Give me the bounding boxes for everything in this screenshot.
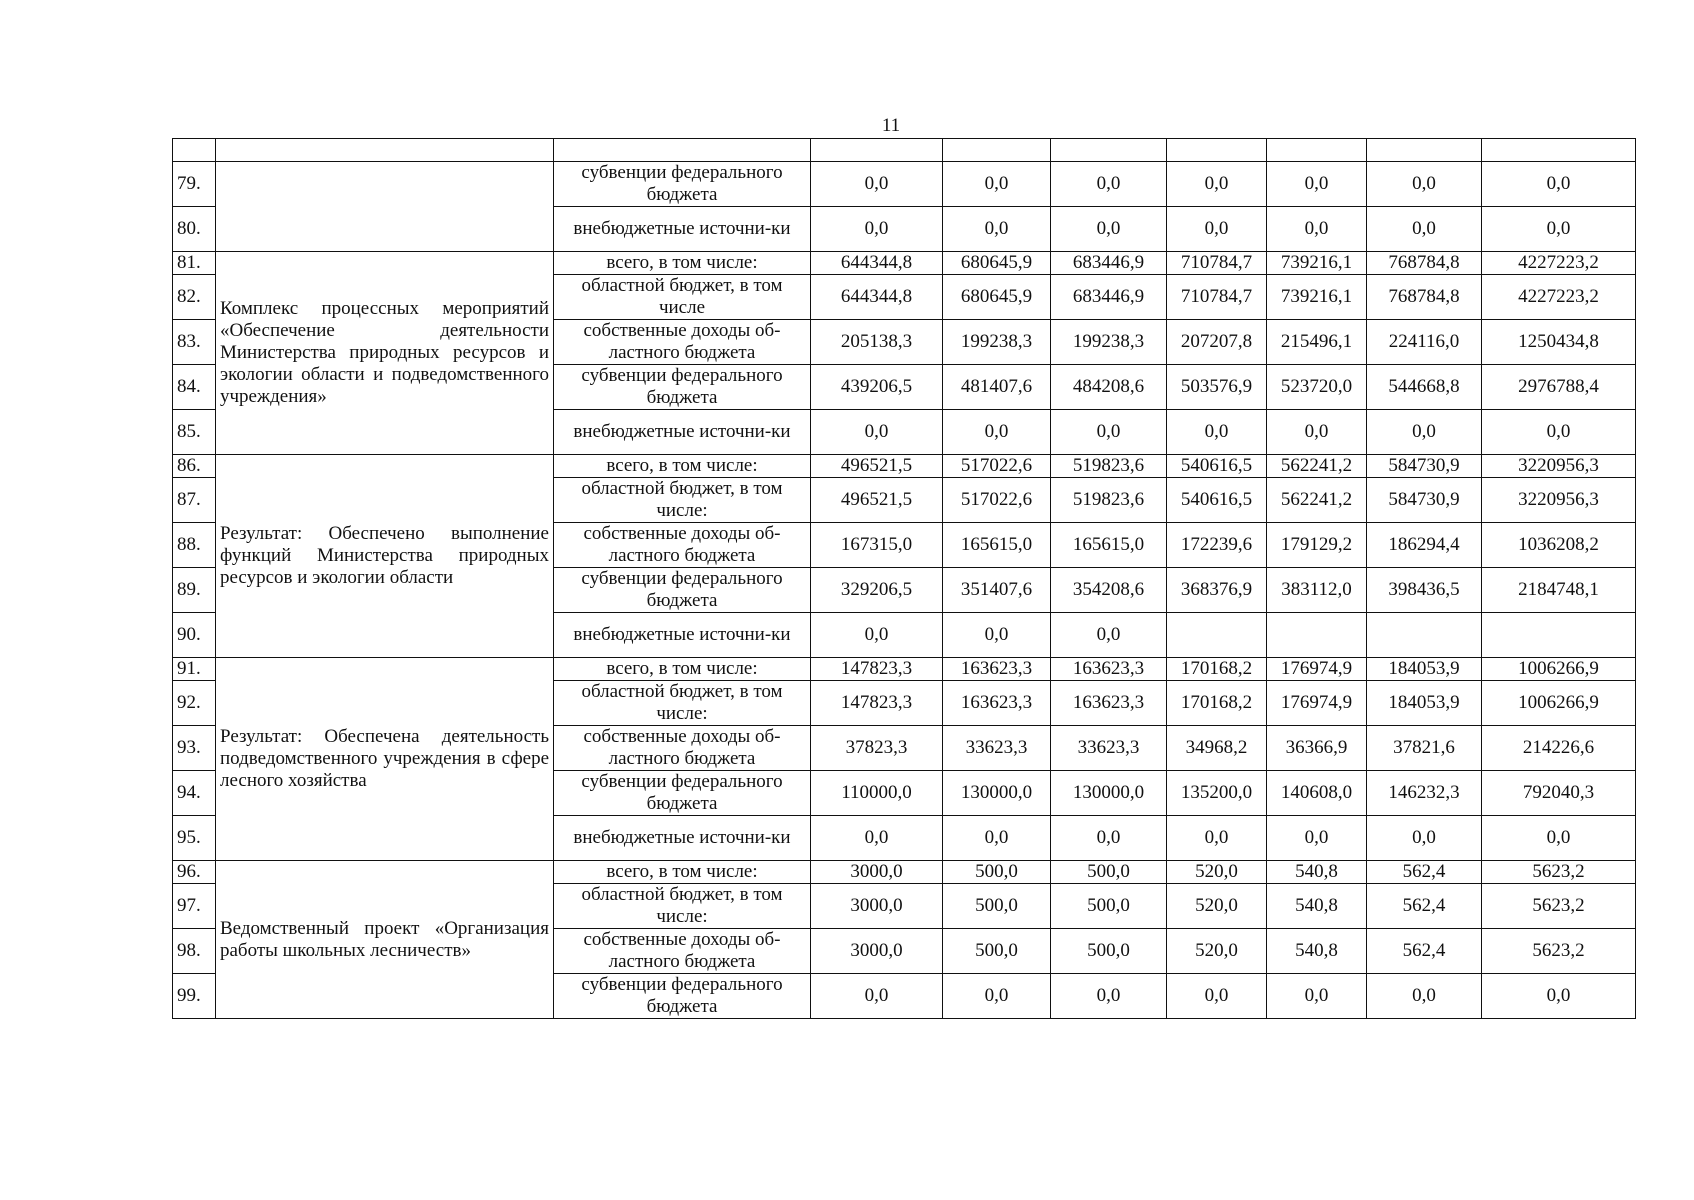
total-value: 1036208,2	[1482, 523, 1636, 568]
total-value: 5623,2	[1482, 929, 1636, 974]
row-number: 79.	[173, 162, 216, 207]
total-value: 5623,2	[1482, 861, 1636, 884]
year-value: 170168,2	[1167, 658, 1267, 681]
year-value: 0,0	[1367, 162, 1482, 207]
year-value: 0,0	[943, 207, 1051, 252]
year-value: 34968,2	[1167, 726, 1267, 771]
header-cell	[1267, 139, 1367, 162]
total-value: 3220956,3	[1482, 455, 1636, 478]
year-value: 0,0	[1167, 162, 1267, 207]
row-number: 98.	[173, 929, 216, 974]
year-value: 500,0	[943, 884, 1051, 929]
year-value	[1167, 613, 1267, 658]
year-value: 562,4	[1367, 884, 1482, 929]
year-value: 0,0	[943, 410, 1051, 455]
year-value: 562,4	[1367, 929, 1482, 974]
funding-source: всего, в том числе:	[554, 252, 811, 275]
year-value: 179129,2	[1267, 523, 1367, 568]
year-value: 500,0	[943, 929, 1051, 974]
row-number: 97.	[173, 884, 216, 929]
year-value: 140608,0	[1267, 771, 1367, 816]
year-value: 0,0	[1267, 974, 1367, 1019]
year-value: 562241,2	[1267, 455, 1367, 478]
year-value: 0,0	[1367, 207, 1482, 252]
year-value: 540616,5	[1167, 478, 1267, 523]
year-value: 644344,8	[811, 252, 943, 275]
year-value: 224116,0	[1367, 320, 1482, 365]
funding-source: всего, в том числе:	[554, 861, 811, 884]
year-value: 398436,5	[1367, 568, 1482, 613]
year-value: 710784,7	[1167, 252, 1267, 275]
year-value: 584730,9	[1367, 455, 1482, 478]
total-value: 0,0	[1482, 207, 1636, 252]
funding-source: субвенции федерального бюджета	[554, 771, 811, 816]
funding-source: внебюджетные источни-ки	[554, 613, 811, 658]
year-value: 0,0	[943, 613, 1051, 658]
year-value: 199238,3	[1051, 320, 1167, 365]
year-value: 199238,3	[943, 320, 1051, 365]
year-value: 186294,4	[1367, 523, 1482, 568]
year-value: 520,0	[1167, 861, 1267, 884]
year-value: 0,0	[811, 613, 943, 658]
year-value: 184053,9	[1367, 681, 1482, 726]
year-value: 0,0	[1167, 974, 1267, 1019]
total-value: 1006266,9	[1482, 681, 1636, 726]
total-value: 2976788,4	[1482, 365, 1636, 410]
budget-table	[172, 138, 1636, 1019]
year-value: 0,0	[1167, 410, 1267, 455]
year-value: 644344,8	[811, 275, 943, 320]
year-value: 147823,3	[811, 681, 943, 726]
year-value: 517022,6	[943, 478, 1051, 523]
total-value	[1482, 613, 1636, 658]
row-number: 93.	[173, 726, 216, 771]
year-value: 176974,9	[1267, 658, 1367, 681]
year-value: 739216,1	[1267, 252, 1367, 275]
year-value: 520,0	[1167, 929, 1267, 974]
funding-source: внебюджетные источни-ки	[554, 207, 811, 252]
year-value: 481407,6	[943, 365, 1051, 410]
year-value: 584730,9	[1367, 478, 1482, 523]
year-value: 500,0	[1051, 861, 1167, 884]
year-value: 383112,0	[1267, 568, 1367, 613]
year-value: 184053,9	[1367, 658, 1482, 681]
funding-source: внебюджетные источни-ки	[554, 410, 811, 455]
year-value: 0,0	[1367, 974, 1482, 1019]
year-value: 176974,9	[1267, 681, 1367, 726]
year-value: 130000,0	[1051, 771, 1167, 816]
total-value: 3220956,3	[1482, 478, 1636, 523]
year-value: 0,0	[1167, 816, 1267, 861]
activity-name: Ведомственный проект «Организация работы школьных лесничеств»	[216, 861, 554, 1019]
row-number: 86.	[173, 455, 216, 478]
year-value: 135200,0	[1167, 771, 1267, 816]
year-value: 215496,1	[1267, 320, 1367, 365]
year-value: 500,0	[943, 861, 1051, 884]
year-value: 0,0	[811, 816, 943, 861]
funding-source: областной бюджет, в том числе:	[554, 478, 811, 523]
year-value: 0,0	[1267, 410, 1367, 455]
year-value: 130000,0	[943, 771, 1051, 816]
year-value: 0,0	[1267, 816, 1367, 861]
table-row	[173, 455, 1636, 478]
year-value: 0,0	[1051, 613, 1167, 658]
year-value: 163623,3	[1051, 681, 1167, 726]
total-value: 1006266,9	[1482, 658, 1636, 681]
row-number: 87.	[173, 478, 216, 523]
year-value: 0,0	[943, 162, 1051, 207]
year-value: 0,0	[1051, 410, 1167, 455]
year-value: 167315,0	[811, 523, 943, 568]
row-number: 85.	[173, 410, 216, 455]
year-value: 562,4	[1367, 861, 1482, 884]
year-value: 110000,0	[811, 771, 943, 816]
row-number: 90.	[173, 613, 216, 658]
year-value: 520,0	[1167, 884, 1267, 929]
header-cell	[811, 139, 943, 162]
year-value: 3000,0	[811, 861, 943, 884]
header-cell	[1167, 139, 1267, 162]
year-value: 0,0	[1051, 974, 1167, 1019]
funding-source: всего, в том числе:	[554, 658, 811, 681]
year-value: 33623,3	[1051, 726, 1167, 771]
year-value: 0,0	[1167, 207, 1267, 252]
total-value: 214226,6	[1482, 726, 1636, 771]
year-value: 37823,3	[811, 726, 943, 771]
year-value: 439206,5	[811, 365, 943, 410]
table-row	[173, 658, 1636, 681]
year-value: 0,0	[1267, 162, 1367, 207]
total-value: 4227223,2	[1482, 275, 1636, 320]
funding-source: областной бюджет, в том числе	[554, 275, 811, 320]
year-value: 146232,3	[1367, 771, 1482, 816]
year-value: 0,0	[1267, 207, 1367, 252]
activity-name: Комплекс процессных мероприятий «Обеспечение деятельности Министерства природных ресурсов и экологии области и подведомственного учреждения»	[216, 252, 554, 455]
row-number: 96.	[173, 861, 216, 884]
year-value: 147823,3	[811, 658, 943, 681]
year-value: 329206,5	[811, 568, 943, 613]
year-value: 0,0	[1051, 162, 1167, 207]
funding-source: собственные доходы об-ластного бюджета	[554, 523, 811, 568]
year-value: 0,0	[811, 410, 943, 455]
year-value	[1267, 613, 1367, 658]
year-value: 768784,8	[1367, 252, 1482, 275]
year-value: 163623,3	[943, 681, 1051, 726]
year-value: 768784,8	[1367, 275, 1482, 320]
total-value: 0,0	[1482, 162, 1636, 207]
year-value: 540,8	[1267, 929, 1367, 974]
year-value: 0,0	[1051, 816, 1167, 861]
year-value: 562241,2	[1267, 478, 1367, 523]
table-row	[173, 162, 1636, 207]
year-value: 683446,9	[1051, 275, 1167, 320]
year-value: 172239,6	[1167, 523, 1267, 568]
total-value: 2184748,1	[1482, 568, 1636, 613]
year-value: 710784,7	[1167, 275, 1267, 320]
year-value: 0,0	[1367, 816, 1482, 861]
row-number: 99.	[173, 974, 216, 1019]
row-number: 88.	[173, 523, 216, 568]
row-number: 84.	[173, 365, 216, 410]
year-value: 500,0	[1051, 929, 1167, 974]
row-number: 95.	[173, 816, 216, 861]
year-value: 165615,0	[943, 523, 1051, 568]
year-value: 0,0	[1367, 410, 1482, 455]
year-value: 680645,9	[943, 275, 1051, 320]
year-value: 683446,9	[1051, 252, 1167, 275]
header-cell	[554, 139, 811, 162]
year-value: 0,0	[1051, 207, 1167, 252]
funding-source: всего, в том числе:	[554, 455, 811, 478]
year-value: 163623,3	[1051, 658, 1167, 681]
year-value: 351407,6	[943, 568, 1051, 613]
total-value: 0,0	[1482, 974, 1636, 1019]
year-value: 33623,3	[943, 726, 1051, 771]
row-number: 81.	[173, 252, 216, 275]
funding-source: субвенции федерального бюджета	[554, 974, 811, 1019]
total-value: 0,0	[1482, 410, 1636, 455]
year-value: 170168,2	[1167, 681, 1267, 726]
total-value: 4227223,2	[1482, 252, 1636, 275]
funding-source: субвенции федерального бюджета	[554, 162, 811, 207]
funding-source: собственные доходы об-ластного бюджета	[554, 320, 811, 365]
row-number: 94.	[173, 771, 216, 816]
year-value: 0,0	[811, 162, 943, 207]
total-value: 1250434,8	[1482, 320, 1636, 365]
funding-source: собственные доходы об-ластного бюджета	[554, 726, 811, 771]
year-value: 544668,8	[1367, 365, 1482, 410]
year-value: 37821,6	[1367, 726, 1482, 771]
year-value: 503576,9	[1167, 365, 1267, 410]
year-value: 540,8	[1267, 884, 1367, 929]
year-value: 0,0	[811, 974, 943, 1019]
row-number: 92.	[173, 681, 216, 726]
year-value	[1367, 613, 1482, 658]
year-value: 163623,3	[943, 658, 1051, 681]
table-row	[173, 252, 1636, 275]
year-value: 207207,8	[1167, 320, 1267, 365]
year-value: 3000,0	[811, 929, 943, 974]
year-value: 205138,3	[811, 320, 943, 365]
year-value: 36366,9	[1267, 726, 1367, 771]
row-number: 83.	[173, 320, 216, 365]
year-value: 496521,5	[811, 478, 943, 523]
page-number: 11	[881, 115, 901, 136]
year-value: 500,0	[1051, 884, 1167, 929]
row-number: 89.	[173, 568, 216, 613]
year-value: 519823,6	[1051, 455, 1167, 478]
funding-source: областной бюджет, в том числе:	[554, 884, 811, 929]
year-value: 540,8	[1267, 861, 1367, 884]
year-value: 0,0	[943, 816, 1051, 861]
header-cell	[173, 139, 216, 162]
row-number: 91.	[173, 658, 216, 681]
year-value: 354208,6	[1051, 568, 1167, 613]
year-value: 496521,5	[811, 455, 943, 478]
funding-source: внебюджетные источни-ки	[554, 816, 811, 861]
year-value: 165615,0	[1051, 523, 1167, 568]
activity-name: Результат: Обеспечена деятельность подведомственного учреждения в сфере лесного хозяйства	[216, 658, 554, 861]
header-cell	[216, 139, 554, 162]
year-value: 519823,6	[1051, 478, 1167, 523]
header-cell	[1482, 139, 1636, 162]
funding-source: собственные доходы об-ластного бюджета	[554, 929, 811, 974]
table-row	[173, 861, 1636, 884]
funding-source: субвенции федерального бюджета	[554, 568, 811, 613]
year-value: 517022,6	[943, 455, 1051, 478]
header-cell	[1051, 139, 1167, 162]
year-value: 523720,0	[1267, 365, 1367, 410]
total-value: 5623,2	[1482, 884, 1636, 929]
header-cell	[1367, 139, 1482, 162]
row-number: 82.	[173, 275, 216, 320]
total-value: 0,0	[1482, 816, 1636, 861]
activity-name: Результат: Обеспечено выполнение функций Министерства природных ресурсов и экологии области	[216, 455, 554, 658]
year-value: 680645,9	[943, 252, 1051, 275]
funding-source: субвенции федерального бюджета	[554, 365, 811, 410]
header-cell	[943, 139, 1051, 162]
year-value: 739216,1	[1267, 275, 1367, 320]
funding-source: областной бюджет, в том числе:	[554, 681, 811, 726]
total-value: 792040,3	[1482, 771, 1636, 816]
activity-name	[216, 162, 554, 252]
year-value: 3000,0	[811, 884, 943, 929]
year-value: 540616,5	[1167, 455, 1267, 478]
year-value: 368376,9	[1167, 568, 1267, 613]
year-value: 0,0	[943, 974, 1051, 1019]
row-number: 80.	[173, 207, 216, 252]
year-value: 0,0	[811, 207, 943, 252]
table-header-strip	[173, 139, 1636, 162]
year-value: 484208,6	[1051, 365, 1167, 410]
